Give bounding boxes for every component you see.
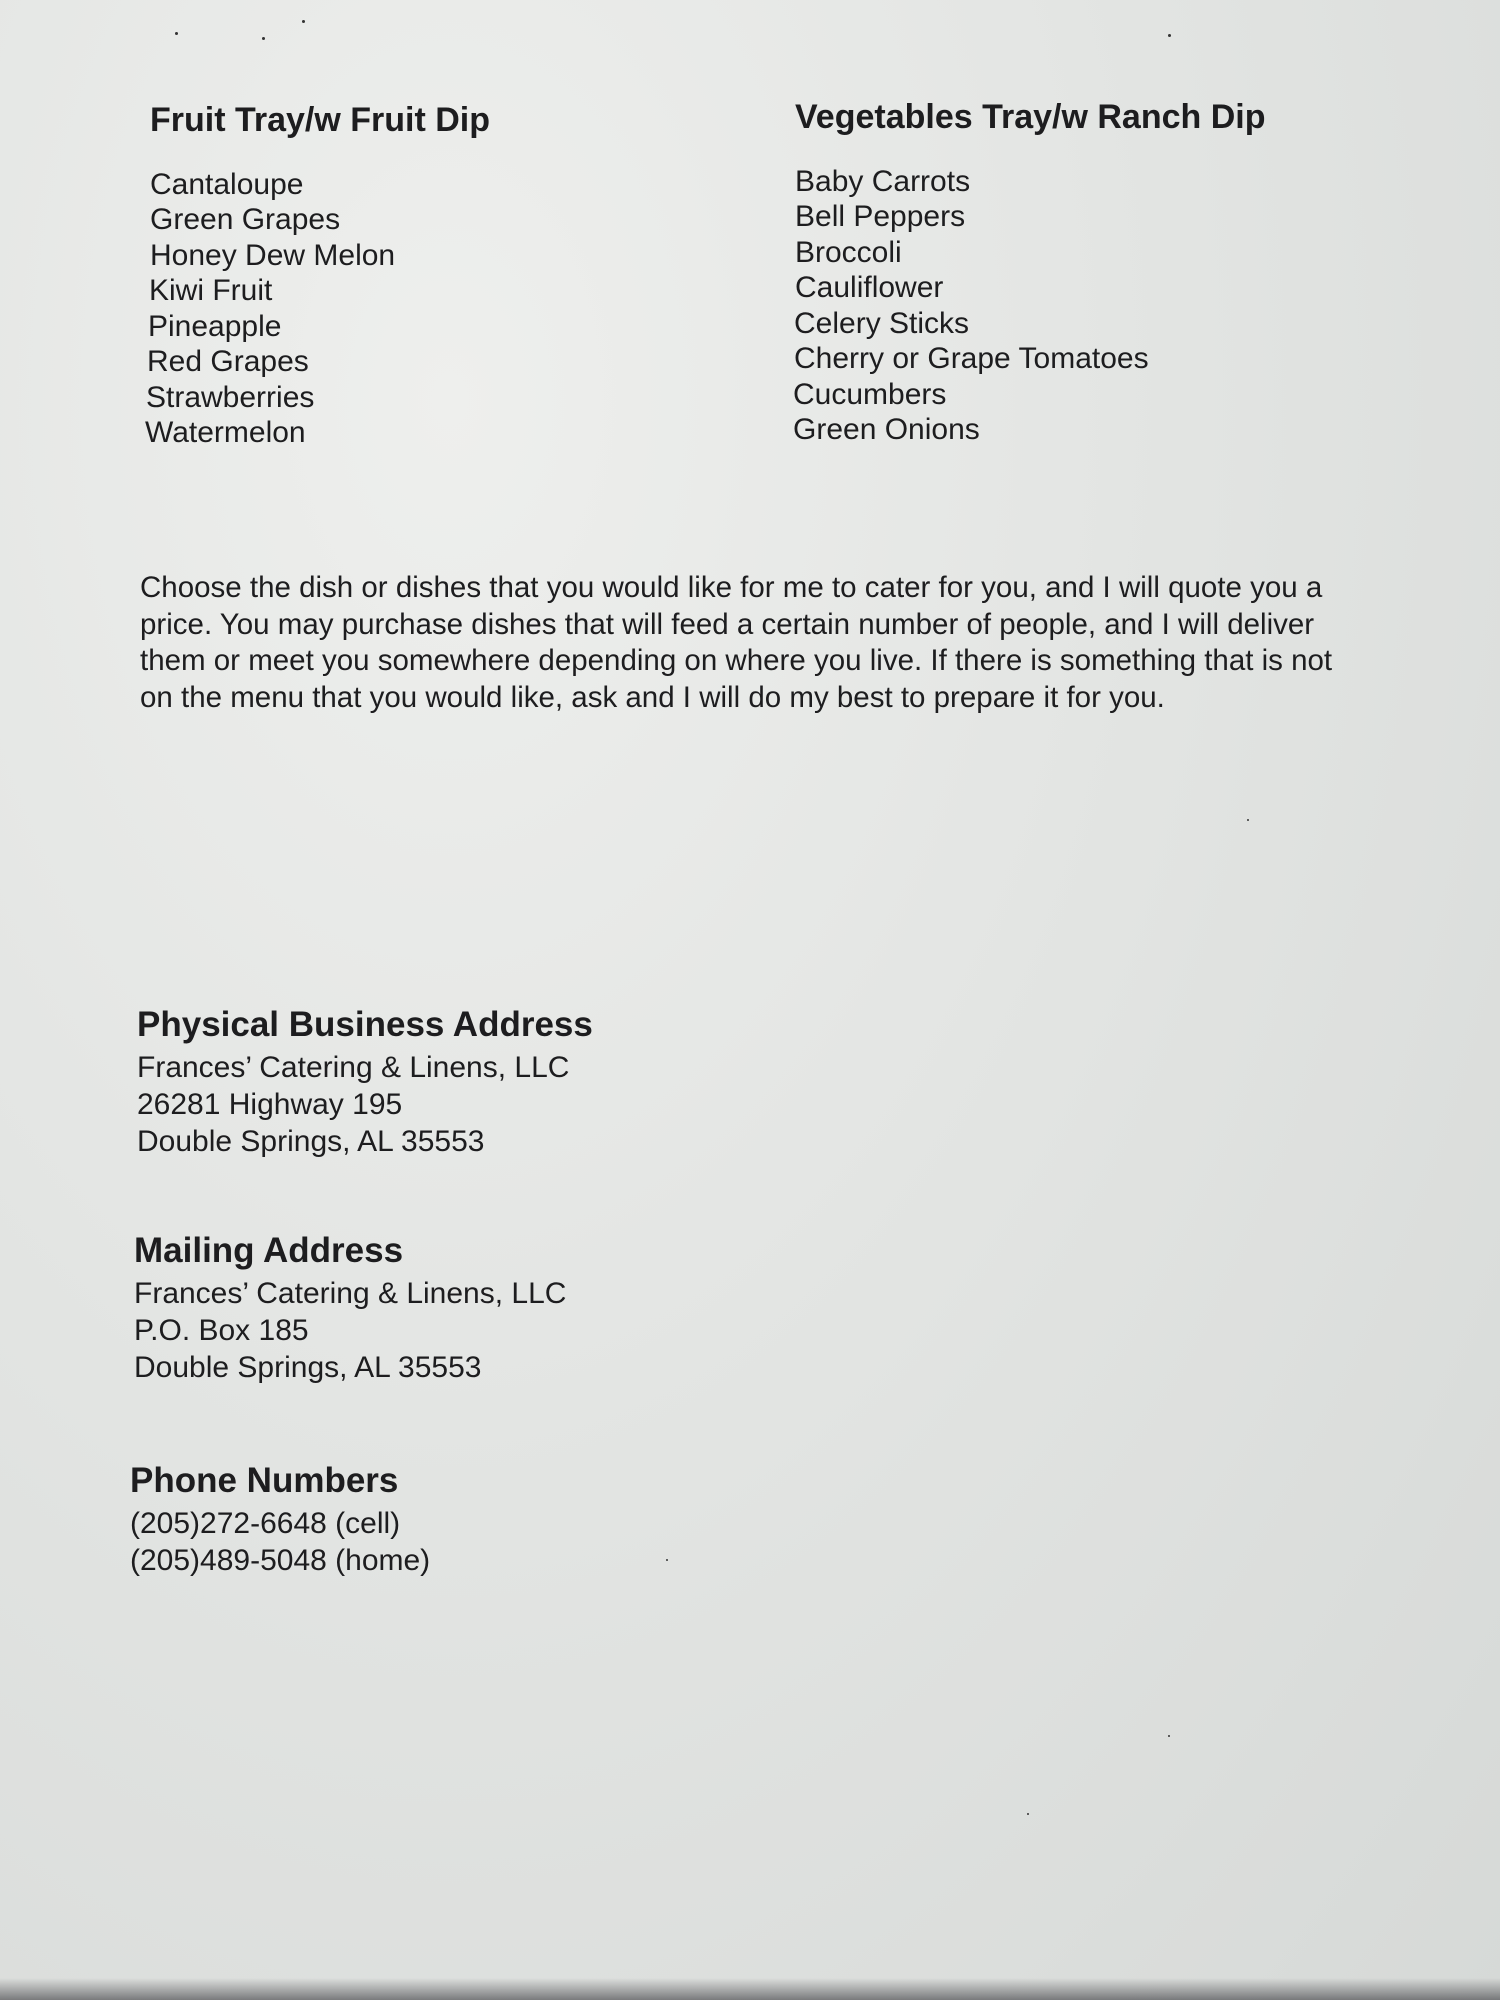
phone-number-line: (205)489-5048 (home)	[130, 1543, 431, 1577]
physical-address-line: Double Springs, AL 35553	[137, 1124, 485, 1158]
vegetable-list	[795, 164, 1415, 448]
paper-speck	[175, 32, 178, 35]
paper-speck	[1247, 819, 1249, 821]
fruit-item: Honey Dew Melon	[150, 238, 396, 272]
mailing-address-line: Frances’ Catering & Linens, LLC	[134, 1276, 567, 1310]
vegetable-item: Baby Carrots	[795, 164, 971, 198]
vegetable-item: Cauliflower	[795, 271, 944, 305]
vegetable-item: Green Onions	[793, 413, 980, 447]
page-bottom-shadow	[0, 1978, 1500, 2000]
fruit-item: Cantaloupe	[150, 167, 304, 201]
mailing-address-line: P.O. Box 185	[134, 1313, 309, 1347]
fruit-item: Red Grapes	[147, 345, 309, 379]
paper-speck	[262, 37, 265, 40]
phone-numbers-block	[130, 1462, 830, 1579]
mailing-address-block	[134, 1232, 834, 1386]
paper-speck	[302, 20, 305, 23]
phone-numbers-heading: Phone Numbers	[130, 1461, 399, 1500]
vegetable-item: Cherry or Grape Tomatoes	[794, 342, 1149, 376]
physical-address-line: Frances’ Catering & Linens, LLC	[137, 1050, 570, 1084]
mailing-address-heading: Mailing Address	[134, 1231, 404, 1270]
fruit-tray-title: Fruit Tray/w Fruit Dip	[150, 101, 491, 139]
vegetable-item: Broccoli	[795, 235, 902, 269]
intro-paragraph: Choose the dish or dishes that you would like for me to cater for you, and I will quote you a price. You may purchase dishes that will feed a certain number of people, and I will deliver them or meet you somewhere depending on where you live. If there is something that is not on the menu that you would like, ask and I will do my best to prepare it for you.	[140, 571, 1333, 714]
vegetable-item: Bell Peppers	[795, 200, 966, 234]
fruit-item: Strawberries	[146, 380, 315, 414]
physical-address-block	[137, 1006, 837, 1160]
fruit-item: Green Grapes	[150, 203, 341, 237]
vegetable-tray-title: Vegetables Tray/w Ranch Dip	[795, 98, 1266, 136]
fruit-tray-section	[145, 100, 710, 451]
fruit-list	[145, 167, 710, 451]
fruit-item: Kiwi Fruit	[149, 274, 273, 308]
vegetable-tray-section	[795, 97, 1415, 448]
paper-speck	[1168, 1735, 1170, 1737]
fruit-item: Pineapple	[148, 309, 282, 343]
phone-number-line: (205)272-6648 (cell)	[130, 1506, 401, 1540]
paper-speck	[1027, 1813, 1029, 1815]
physical-address-heading: Physical Business Address	[137, 1005, 593, 1044]
vegetable-item: Cucumbers	[793, 377, 947, 411]
mailing-address-line: Double Springs, AL 35553	[134, 1350, 482, 1384]
fruit-item: Watermelon	[145, 416, 306, 450]
vegetable-item: Celery Sticks	[794, 306, 970, 340]
physical-address-line: 26281 Highway 195	[137, 1087, 403, 1121]
paper-speck	[1168, 34, 1171, 37]
